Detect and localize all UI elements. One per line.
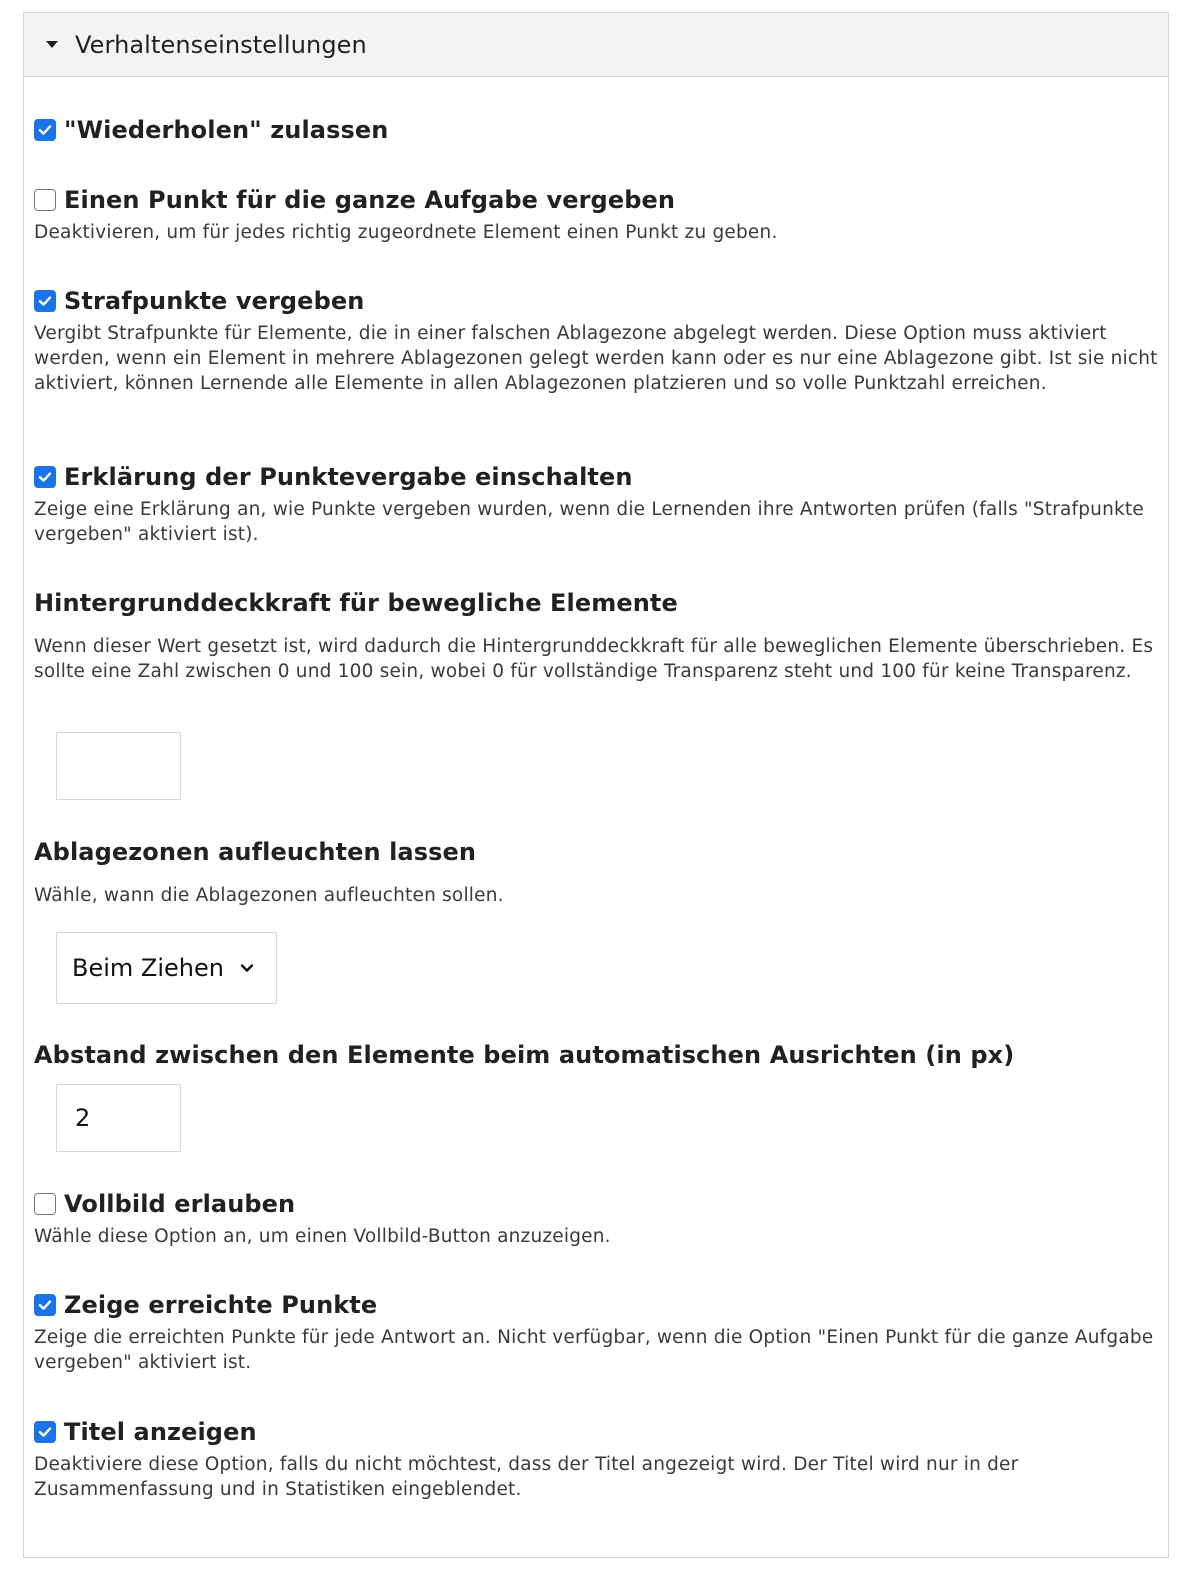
fullscreen-description: Wähle diese Option an, um einen Vollbild-Button anzuzeigen. [34, 1226, 611, 1247]
retry-option [34, 116, 1170, 144]
penalties-label[interactable]: Strafpunkte vergeben [64, 287, 365, 315]
highlight-dropzones-description: Wähle, wann die Ablagezonen aufleuchten sollen. [34, 885, 504, 906]
highlight-dropzones-label: Ablagezonen aufleuchten lassen [34, 838, 477, 866]
penalties-checkbox[interactable] [34, 290, 56, 312]
single-point-description: Deaktivieren, um für jedes richtig zugeordnete Element einen Punkt zu geben. [34, 222, 778, 243]
highlight-dropzones-selected: Beim Ziehen [72, 954, 224, 982]
retry-label[interactable]: "Wiederholen" zulassen [64, 116, 389, 144]
auto-align-spacing-field [34, 1041, 1170, 1069]
single-point-option [34, 186, 1170, 245]
fullscreen-option [34, 1190, 1170, 1249]
section-title: Verhaltenseinstellungen [75, 30, 367, 59]
show-score-points-option [34, 1291, 1170, 1375]
background-opacity-label: Hintergrunddeckkraft für bewegliche Elemente [34, 589, 678, 617]
show-score-points-description: Zeige die erreichten Punkte für jede Antwort an. Nicht verfügbar, wenn die Option "Einen Punkt für die ganze Aufgabe vergeben" aktiviert ist. [34, 1327, 1154, 1373]
fullscreen-label[interactable]: Vollbild erlauben [64, 1190, 296, 1218]
penalties-option [34, 287, 1170, 396]
caret-down-icon [46, 41, 58, 48]
auto-align-spacing-input[interactable] [56, 1084, 181, 1152]
score-explanation-checkbox[interactable] [34, 466, 56, 488]
score-explanation-description: Zeige eine Erklärung an, wie Punkte vergeben wurden, wenn die Lernenden ihre Antworten prüfen (falls "Strafpunkte vergeben" aktiviert ist). [34, 499, 1144, 545]
highlight-dropzones-select[interactable] [56, 932, 277, 1004]
chevron-down-icon [240, 963, 254, 973]
checkmark-icon [37, 122, 53, 138]
penalties-description: Vergibt Strafpunkte für Elemente, die in einer falschen Ablagezone abgelegt werden. Diese Option muss aktiviert werden, wenn ein Element in mehrere Ablagezonen gelegt werden kann oder es nur eine Ablagezone gibt. Ist sie nicht aktiviert, können Lernende alle Elemente in allen Ablagezonen platzieren und so volle Punktzahl erreichen. [34, 323, 1158, 394]
show-score-points-checkbox[interactable] [34, 1294, 56, 1316]
auto-align-spacing-label: Abstand zwischen den Elemente beim automatischen Ausrichten (in px) [34, 1041, 1015, 1069]
show-title-description: Deaktiviere diese Option, falls du nicht möchtest, dass der Titel angezeigt wird. Der Titel wird nur in der Zusammenfassung und in Statistiken eingeblendet. [34, 1454, 1019, 1500]
section-header-toggle[interactable] [24, 13, 1168, 77]
single-point-checkbox[interactable] [34, 189, 56, 211]
checkmark-icon [37, 469, 53, 485]
checkmark-icon [37, 1424, 53, 1440]
show-title-checkbox[interactable] [34, 1421, 56, 1443]
show-score-points-label[interactable]: Zeige erreichte Punkte [64, 1291, 378, 1319]
background-opacity-field [34, 589, 1170, 684]
fullscreen-checkbox[interactable] [34, 1193, 56, 1215]
score-explanation-option [34, 463, 1170, 547]
checkmark-icon [37, 1297, 53, 1313]
background-opacity-input[interactable] [56, 732, 181, 800]
show-title-option [34, 1418, 1170, 1502]
score-explanation-label[interactable]: Erklärung der Punktevergabe einschalten [64, 463, 633, 491]
background-opacity-description: Wenn dieser Wert gesetzt ist, wird dadurch die Hintergrunddeckkraft für alle beweglichen Elemente überschrieben. Es sollte eine Zahl zwischen 0 und 100 sein, wobei 0 für vollständige Transparenz steht und 100 für keine Transparenz. [34, 636, 1154, 682]
retry-checkbox[interactable] [34, 119, 56, 141]
show-title-label[interactable]: Titel anzeigen [64, 1418, 257, 1446]
highlight-dropzones-field [34, 838, 1170, 908]
single-point-label[interactable]: Einen Punkt für die ganze Aufgabe vergeben [64, 186, 676, 214]
checkmark-icon [37, 293, 53, 309]
